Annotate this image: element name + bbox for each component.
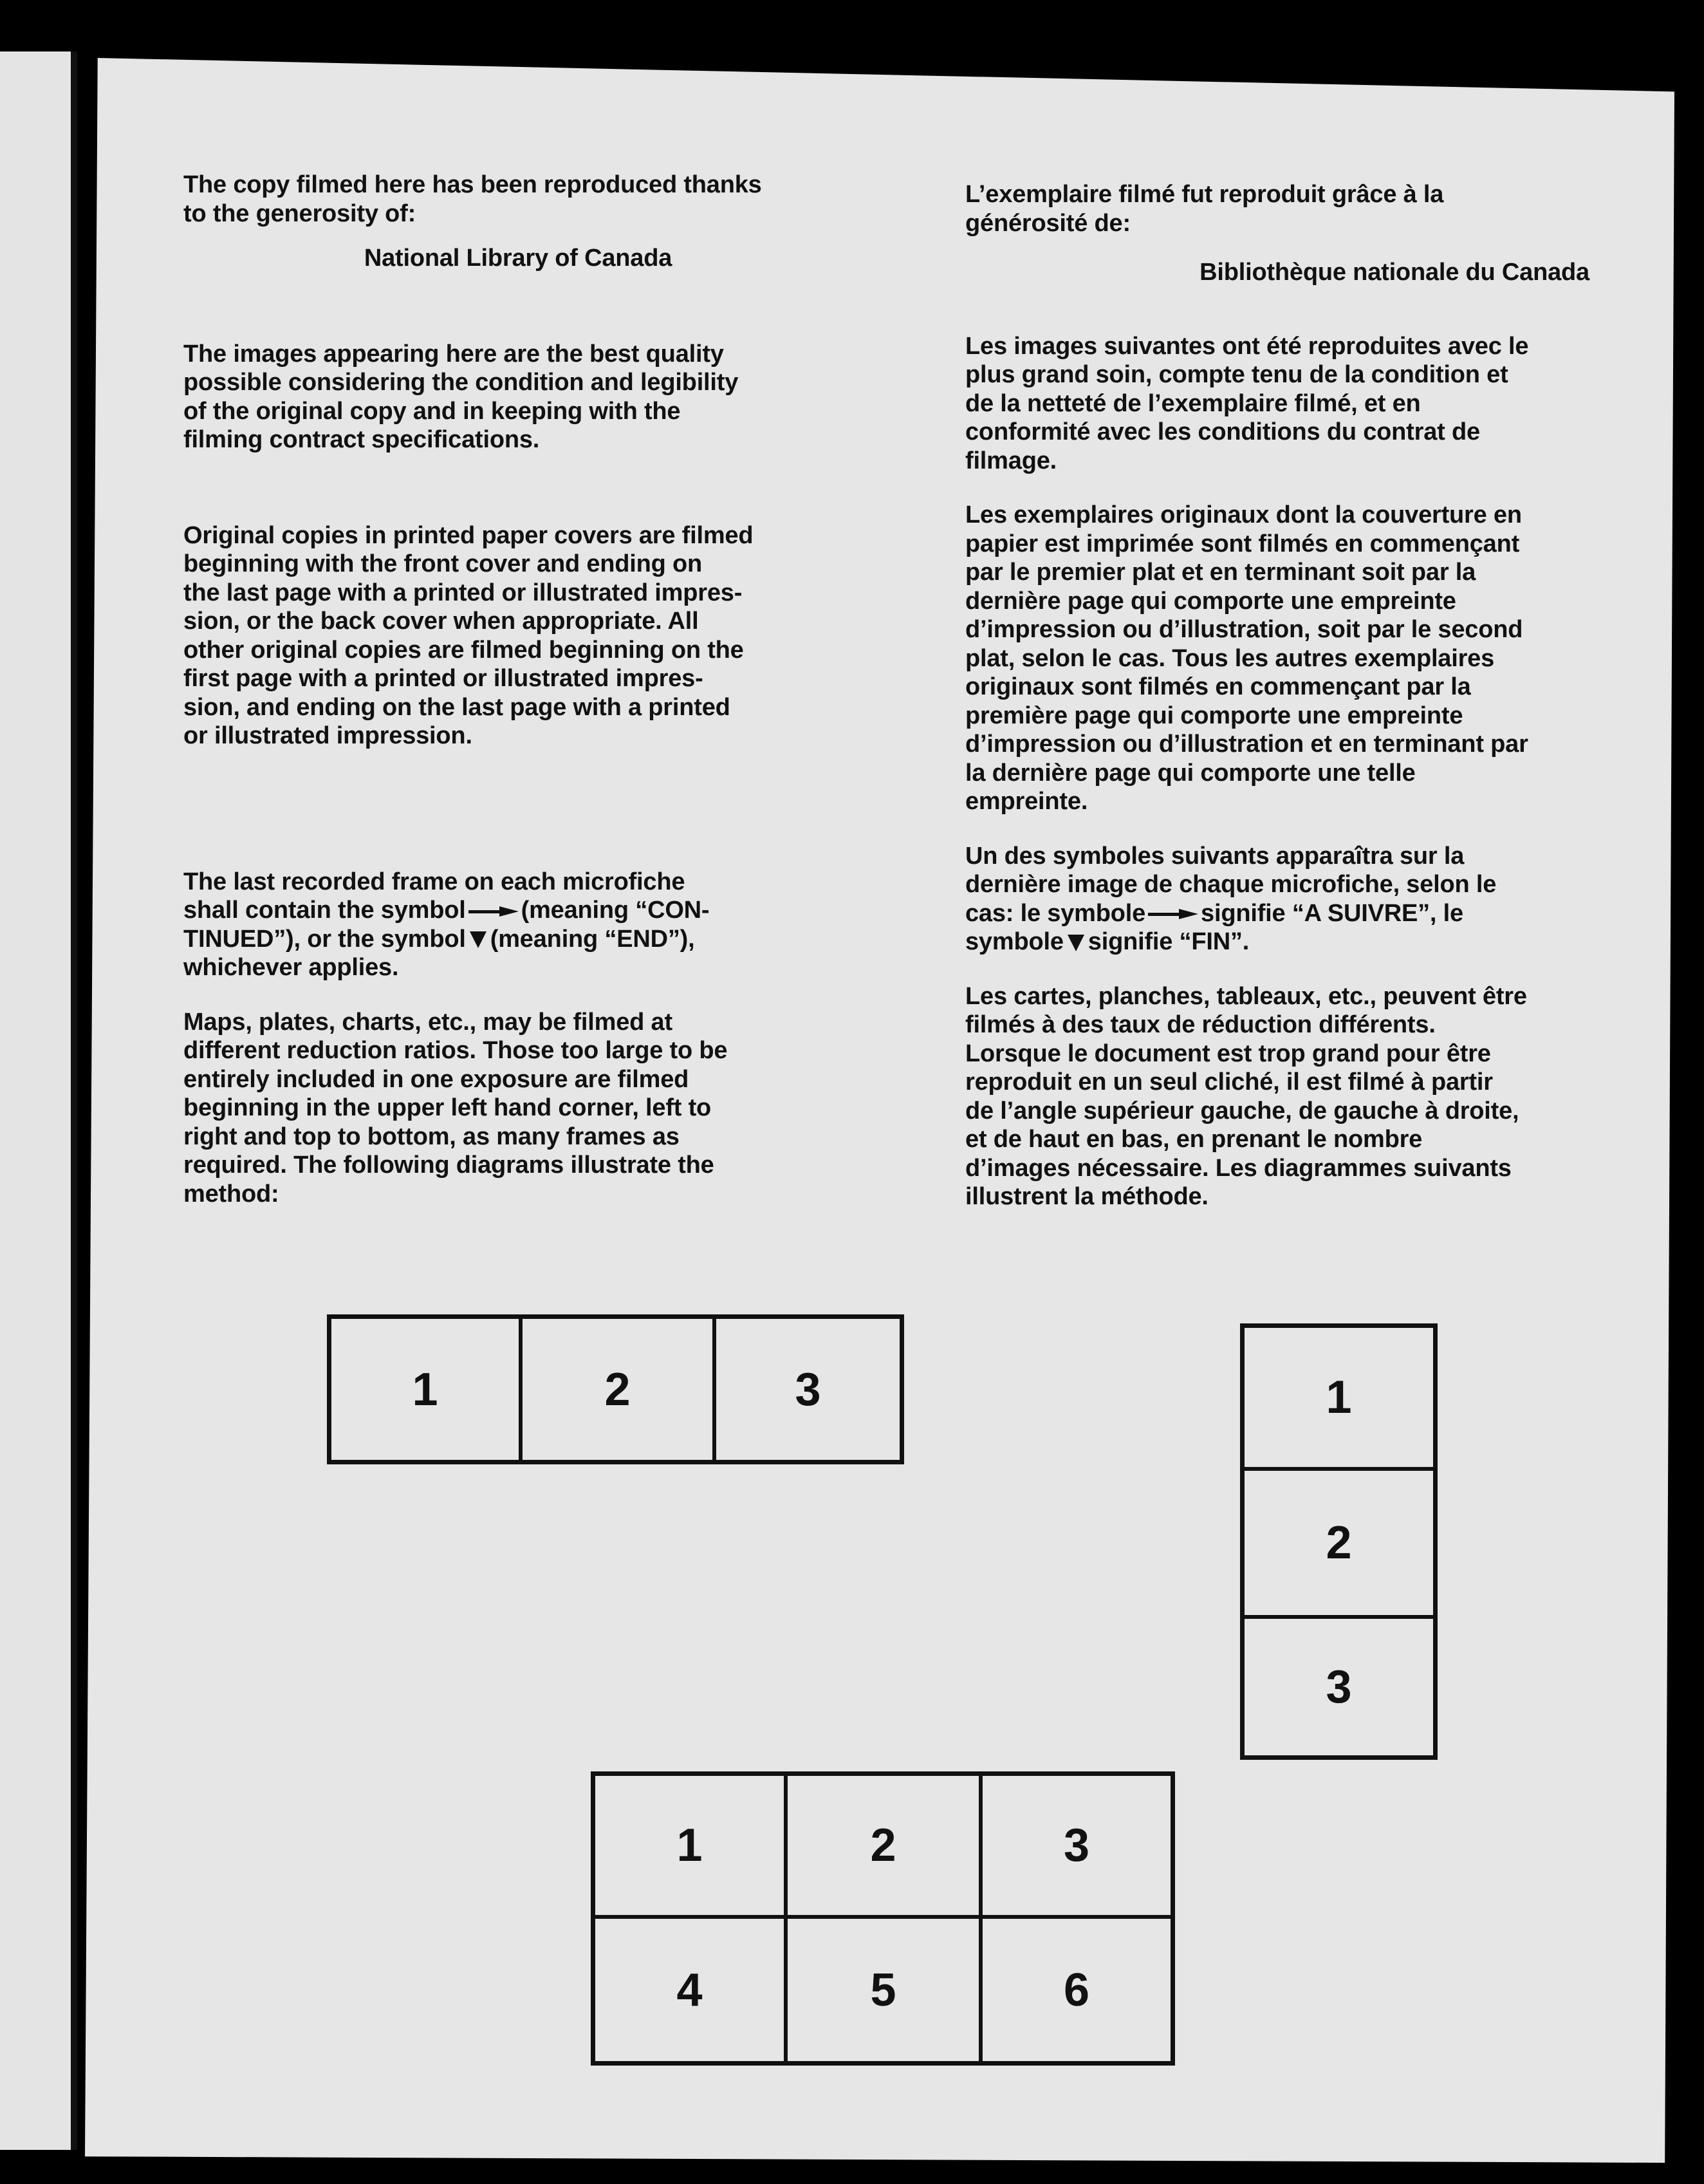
frame-cell: 3 bbox=[983, 1776, 1171, 1919]
symbol-text-b: (meaning “CON- TINUED”), or the symbol bbox=[183, 897, 710, 953]
frame-cell: 1 bbox=[1245, 1328, 1433, 1471]
frame-cell: 3 bbox=[795, 1363, 821, 1415]
french-column bbox=[965, 180, 1589, 1211]
frame-cell: 1 bbox=[595, 1776, 788, 1919]
cartes-paragraph: Les cartes, planches, tableaux, etc., peuvent être filmés à des taux de réduction différents. Lorsque le document est trop grand pour être reproduit en un seul cliché, il est filmé à partir de l’angle supérieur gauche, de gauche à droite, et de haut en bas, en prenant le nombre d’images nécessaire. Les diagrammes suivants illustrent la méthode. bbox=[965, 982, 1527, 1210]
end-triangle-icon bbox=[470, 931, 486, 948]
acknowledgement-text: The copy filmed here has been reproduced thanks to the generosity of: bbox=[183, 171, 762, 227]
symboles-text-c: signifie “FIN”. bbox=[1088, 928, 1250, 955]
frame-cell: 2 bbox=[523, 1319, 716, 1460]
horizontal-frames-diagram bbox=[327, 1314, 904, 1464]
adjacent-page-edge bbox=[0, 51, 77, 2150]
maps-paragraph: Maps, plates, charts, etc., may be filmed at different reduction ratios. Those too large to be entirely included in one exposure are filmed beginning in the upper left hand corner, left to right and top to bottom, as many frames as required. The following diagrams illustrate the method: bbox=[183, 1008, 728, 1208]
frame-cell: 1 bbox=[331, 1319, 523, 1460]
qualite-paragraph: Les images suivantes ont été reproduites avec le plus grand soin, compte tenu de la condition et de la netteté de l’exemplaire filmé, et en conformité avec les conditions du contrat de filmage. bbox=[965, 332, 1529, 474]
symbol-paragraph bbox=[183, 868, 840, 982]
frame-cell: 6 bbox=[1063, 1964, 1090, 2016]
frame-cell: 5 bbox=[788, 1919, 983, 2061]
library-name: National Library of Canada bbox=[364, 245, 672, 272]
ordre-filmage-paragraph: Les exemplaires originaux dont la couverture en papier est imprimée sont filmés en commençant par le premier plat et en terminant soit par la dernière page qui comporte une empreinte d’impression ou d’illustration, soit par le second plat, selon le cas. Tous les autres exemplaires originaux sont filmés en commençant par la première page qui comporte une empreinte d’impression ou d’illustration et en terminant par la dernière page qui comporte une telle empreinte. bbox=[965, 501, 1528, 815]
symboles-text-b: signifie “A SUIVRE”, le symbole bbox=[965, 899, 1463, 955]
symbol-text-a: The last recorded frame on each microfiche shall contain the symbol bbox=[183, 868, 685, 924]
continued-arrow-icon bbox=[468, 906, 519, 917]
symboles-text-a: Un des symboles suivants apparaîtra sur la dernière image de chaque microfiche, selon le cas: le symbole bbox=[965, 842, 1497, 927]
quality-paragraph: The images appearing here are the best quality possible considering the condition and legibility of the original copy and in keeping with the filming contract specifications. bbox=[183, 340, 739, 453]
filming-order-paragraph: Original copies in printed paper covers are filmed beginning with the front cover and ending on the last page with a printed or illustrated impres- sion, or the back cover when appropriate. All other original copies are filmed beginning on the first page with a printed or illustrated impres- sion, and ending on the last page with a printed or illustrated impression. bbox=[183, 521, 754, 749]
frame-cell: 4 bbox=[595, 1919, 788, 2061]
suivre-arrow-icon bbox=[1148, 909, 1198, 919]
grid-frames-diagram bbox=[591, 1771, 1175, 2066]
vertical-frames-diagram bbox=[1240, 1323, 1438, 1760]
frame-cell: 2 bbox=[788, 1776, 983, 1919]
bibliotheque-name: Bibliothèque nationale du Canada bbox=[1199, 259, 1589, 286]
symbol-text-c: (meaning “END”), whichever applies. bbox=[183, 925, 695, 981]
frame-cell: 3 bbox=[1326, 1661, 1352, 1713]
remerciement-text: L’exemplaire filmé fut reproduit grâce à la générosité de: bbox=[965, 181, 1444, 237]
frame-cell: 2 bbox=[1245, 1471, 1433, 1619]
fin-triangle-icon bbox=[1068, 935, 1084, 951]
symboles-paragraph bbox=[965, 842, 1589, 957]
english-column bbox=[183, 171, 840, 1208]
